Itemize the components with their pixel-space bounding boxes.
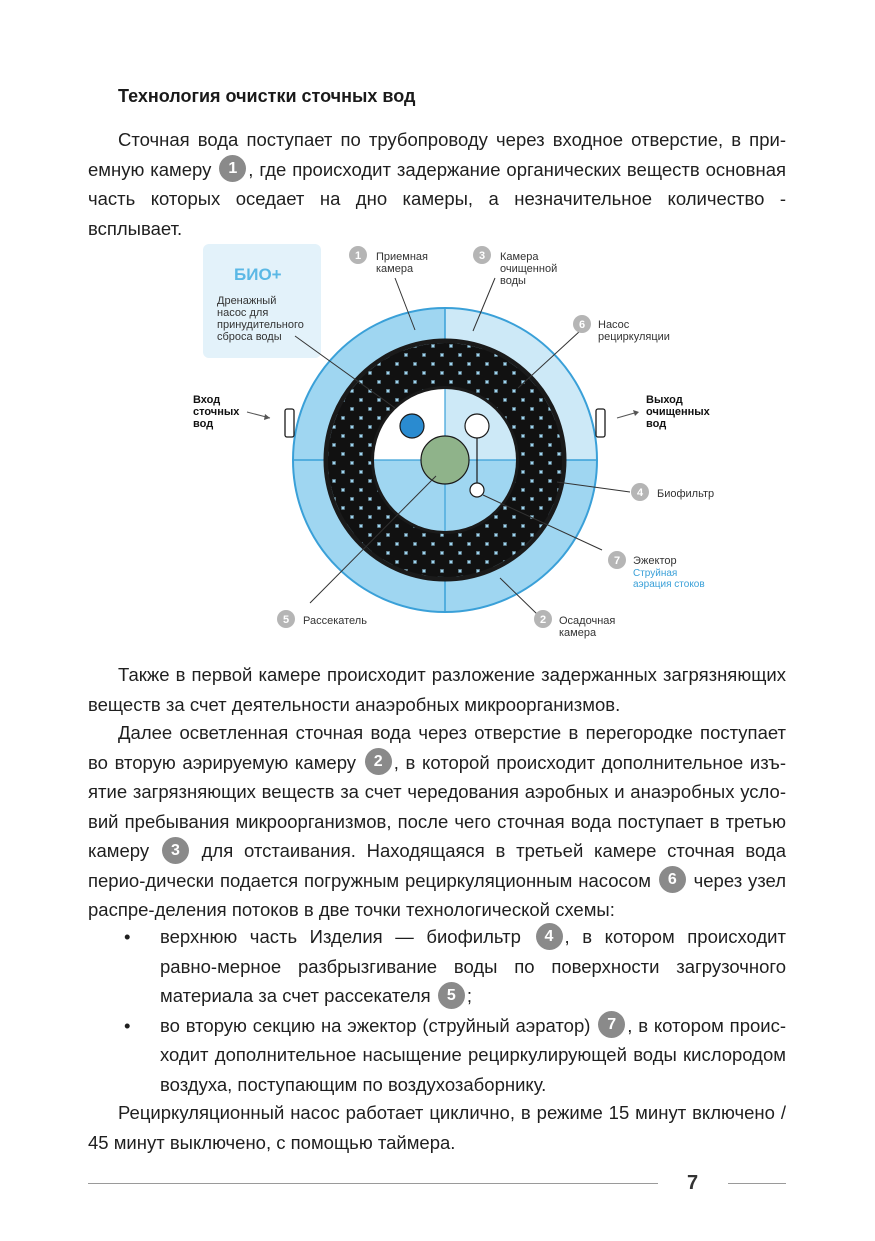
bio-title: БИО+ <box>234 265 282 284</box>
paragraph-4: Рециркуляционный насос работает циклично, в режиме 15 минут включено / 45 минут выключено, с помощью таймера. <box>88 1102 786 1153</box>
intro-text: Сточная вода поступает по трубопроводу через входное отверстие, в при-емную камеру <box>88 129 786 180</box>
svg-text:Насосрециркуляции: Насос рециркуляции <box>598 319 670 343</box>
paragraph-2: Также в первой камере происходит разложение задержанных загрязняющих веществ за счет деятельности анаэробных микроорганизмов. <box>88 664 786 715</box>
outlet-pipe <box>596 409 605 437</box>
svg-text:6: 6 <box>578 319 586 331</box>
label-7 <box>608 551 705 590</box>
svg-text:7: 7 <box>613 555 621 567</box>
number-badge: 3 <box>162 837 189 864</box>
number-badge: 4 <box>536 923 563 950</box>
drain-pump-icon <box>400 414 424 438</box>
recirculation-pump-icon <box>465 414 489 438</box>
label-1 <box>349 246 428 275</box>
svg-text:2: 2 <box>539 614 547 626</box>
page-number: 7 <box>687 1172 699 1194</box>
svg-text:Камераочищеннойводы: Камера очищенной воды <box>500 251 558 287</box>
svg-text:Биофильтр: Биофильтр <box>657 488 715 500</box>
label-3 <box>473 246 557 287</box>
label-5 <box>277 610 367 628</box>
label-6 <box>573 315 670 343</box>
intro-paragraph <box>88 125 786 243</box>
bio-text: Дренажный насос для принудительного сброса воды <box>217 295 304 343</box>
svg-text:Рассекатель: Рассекатель <box>303 615 367 627</box>
svg-text:3: 3 <box>478 250 486 262</box>
treatment-diagram <box>190 238 730 648</box>
footer-divider <box>728 1183 786 1184</box>
number-badge: 2 <box>365 748 392 775</box>
inlet-label: Вход сточных вод <box>193 394 240 430</box>
list-item: • во вторую секцию на эжектор (струйный аэратор) 7 , в котором проис-ходит дополнительное насыщение рециркулирующей воды кислородом воздуха, поступающим по воздухозаборнику. <box>160 1011 786 1100</box>
number-badge: 1 <box>219 155 246 182</box>
list-item: • верхнюю часть Изделия — биофильтр 4 , в котором происходит равно-мерное разбрызгивание воды по поверхности загрузочного материала за счет рассекателя 5 ; <box>160 922 786 1011</box>
svg-text:Эжектор: Эжектор <box>633 555 677 567</box>
number-badge: 7 <box>598 1011 625 1038</box>
svg-text:4: 4 <box>636 487 644 499</box>
label-4 <box>631 483 714 501</box>
page-title: Технология очистки сточных вод <box>118 86 416 106</box>
number-badge: 5 <box>438 982 465 1009</box>
number-badge: 6 <box>659 866 686 893</box>
intro-text: , где происходит задержание органических веществ основная часть которых оседает на дно камеры, а незначительное количество - всплывает. <box>88 158 786 239</box>
paragraph-3: Далее осветленная сточная вода через отверстие в перегородке поступает во вторую аэрируемую камеру 2 , в которой происходит дополнительное изъ-ятие загрязняющих веществ за счет чередования аэробных и анаэробных усло-вий пребывания микроорганизмов, после чего сточная вода поступает в третью камеру 3 для отстаивания. Находящаяся в третьей камере сточная вода перио-дически подается погружным рециркуляционным насосом 6 через узел распре-деления потоков в две точки технологической схемы: <box>88 722 787 920</box>
footer-divider <box>88 1183 658 1184</box>
svg-text:Осадочнаякамера: Осадочная камера <box>559 615 616 639</box>
inlet-pipe <box>285 409 294 437</box>
svg-text:1: 1 <box>354 250 362 262</box>
label-2 <box>534 610 615 639</box>
svg-text:Приемнаякамера: Приемная камера <box>376 251 428 275</box>
outlet-label: Выход очищенных вод <box>646 394 710 430</box>
ejector-icon <box>470 483 484 497</box>
svg-text:Струйнаяаэрация стоков: Струйная аэрация стоков <box>633 568 705 590</box>
bullet-list <box>124 922 787 1099</box>
splitter-icon <box>421 436 469 484</box>
svg-text:5: 5 <box>282 614 290 626</box>
